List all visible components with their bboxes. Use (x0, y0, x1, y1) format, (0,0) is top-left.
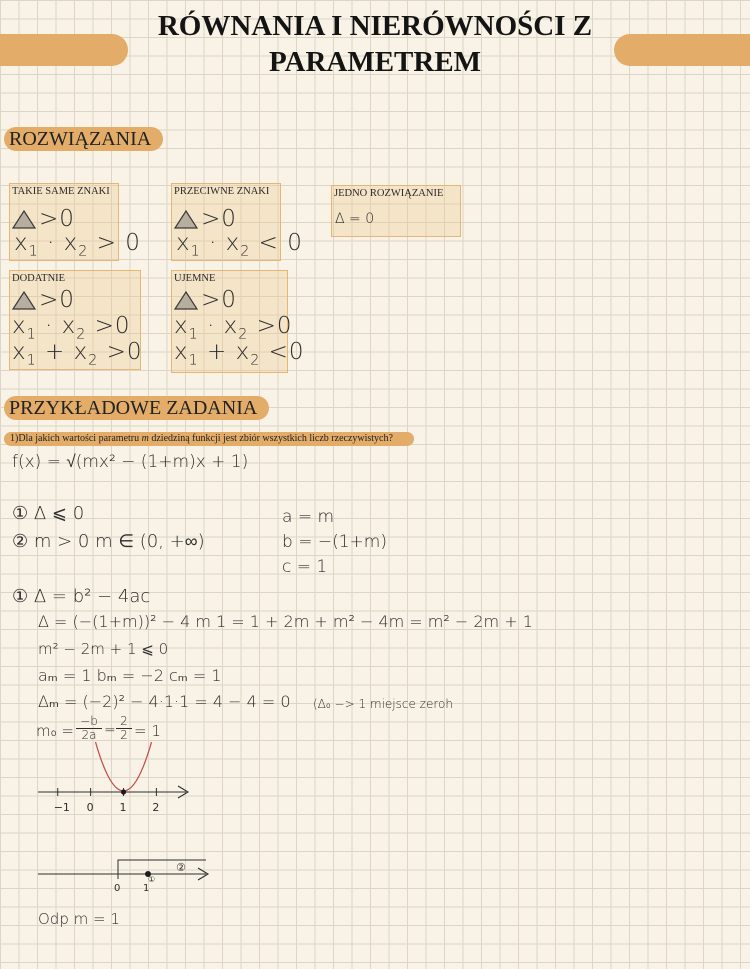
box-negative-line1: >0 (201, 287, 237, 313)
box-positive-label: DODATNIE (12, 273, 66, 284)
delta-triangle-icon (11, 290, 37, 311)
parabola-curve (96, 742, 152, 791)
task-function: f(x) = √(mx² − (1+m)x + 1) (12, 452, 249, 472)
number-line-2-mark-2: ② (176, 861, 186, 874)
box-same-signs (9, 183, 141, 261)
number-line-2-label-1: 1 (143, 883, 150, 894)
step-5: Δₘ = (−2)² − 4·1·1 = 4 − 4 = 0 (38, 692, 291, 711)
page-title-line1: RÓWNANIA I NIERÓWNOŚCI Z (157, 10, 593, 42)
box-opposite-signs (171, 183, 303, 261)
step-6-lhs: m₀ = (36, 722, 74, 740)
box-negative-label: UJEMNE (174, 273, 216, 284)
box-negative (171, 270, 305, 373)
box-opposite-signs-line2: $x_1 \cdot x_2 < 0$ (176, 230, 303, 260)
step-6-eq: = (104, 722, 116, 738)
section-examples-heading: PRZYKŁADOWE ZADANIA (4, 396, 269, 420)
domain-bracket (118, 860, 206, 874)
box-same-signs-line1: >0 (39, 206, 75, 232)
number-line-parabola (0, 730, 750, 820)
box-negative-line3: $x_1 + x_2 <0$ (174, 339, 305, 369)
box-opposite-signs-label: PRZECIWNE ZNAKI (174, 186, 270, 197)
box-same-signs-label: TAKIE SAME ZNAKI (12, 186, 110, 197)
box-positive (9, 270, 141, 370)
task-question: 1)Dla jakich wartości parametru m dziedziną funkcji jest zbiór wszystkich liczb rzeczywistych? (10, 433, 393, 444)
number-line-2-label-0: 0 (114, 883, 121, 894)
box-same-signs-line2: $x_1 \cdot x_2 > 0$ (14, 230, 141, 260)
delta-triangle-icon (173, 209, 199, 230)
step-1: ① Δ = b² − 4ac (12, 586, 151, 607)
box-positive-line2: $x_1 \cdot x_2 >0$ (12, 313, 131, 343)
delta-triangle-icon (11, 209, 37, 230)
parabola-root-point (121, 789, 126, 794)
fraction-2-numerator: 2 (116, 715, 132, 729)
box-opposite-signs-line1: >0 (201, 206, 237, 232)
fraction-2-denominator: 2 (120, 728, 128, 742)
condition-1: ① Δ ⩽ 0 (12, 503, 85, 524)
coef-b: b = −(1+m) (282, 532, 387, 552)
fraction-1-denominator: 2a (81, 728, 97, 742)
box-negative-line2: $x_1 \cdot x_2 >0$ (174, 313, 293, 343)
coef-a: a = m (282, 507, 335, 527)
number-line-1-tick-label: 1 (119, 801, 127, 814)
number-line-1-tick-label: 0 (86, 801, 94, 814)
step-4: aₘ = 1 bₘ = −2 cₘ = 1 (38, 666, 222, 685)
title-accent-right (614, 34, 750, 66)
delta-triangle-icon (173, 290, 199, 311)
box-one-solution-line1: Δ = 0 (335, 211, 375, 227)
box-one-solution-label: JEDNO ROZWIĄZANIE (334, 188, 444, 199)
coef-c: c = 1 (282, 557, 328, 577)
step-6-result: = 1 (134, 722, 161, 740)
condition-2: ② m > 0 m ∈ (0, +∞) (12, 531, 205, 552)
title-accent-left (0, 34, 128, 66)
step-2: Δ = (−(1+m))² − 4 m 1 = 1 + 2m + m² − 4m = m² − 2m + 1 (38, 612, 533, 631)
page-title (120, 8, 630, 80)
box-positive-line1: >0 (39, 287, 75, 313)
page-title-line2: PARAMETREM (268, 46, 482, 78)
step-5-note: (Δ₀ −> 1 miejsce zeroh (313, 697, 453, 711)
number-line-1-tick-label: −1 (53, 801, 70, 814)
fraction-1-numerator: −b (76, 715, 102, 729)
step-3: m² − 2m + 1 ⩽ 0 (38, 640, 169, 658)
number-line-1-tick-label: 2 (152, 801, 160, 814)
box-one-solution (331, 185, 461, 237)
number-line-domain (0, 850, 750, 900)
answer: Odp m = 1 (38, 910, 120, 928)
box-positive-line3: $x_1 + x_2 >0$ (12, 339, 143, 369)
section-solutions-heading: ROZWIĄZANIA (4, 127, 163, 151)
number-line-2-mark-1: ① (148, 875, 156, 884)
